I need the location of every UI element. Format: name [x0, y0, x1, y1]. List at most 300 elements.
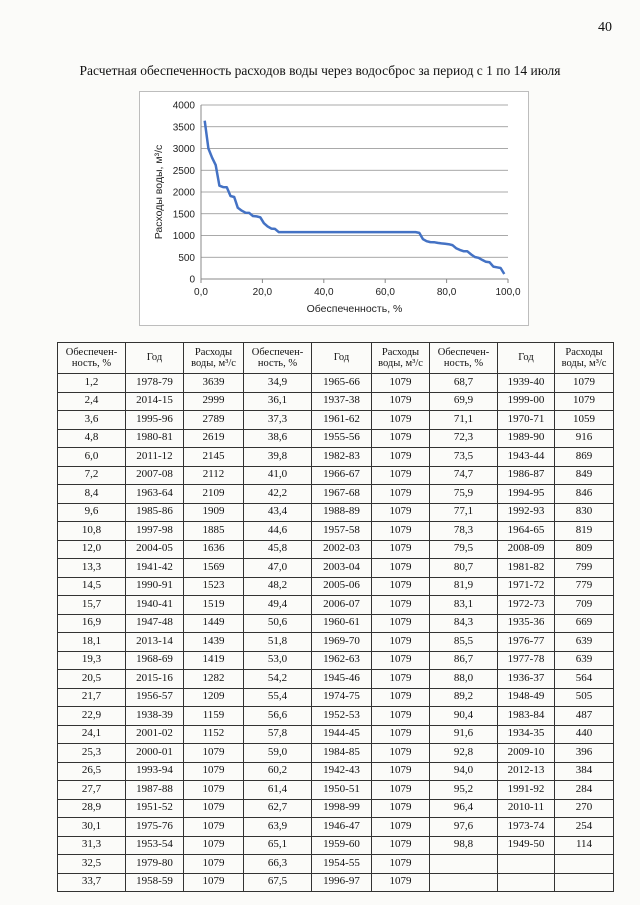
table-cell: 30,1	[58, 818, 126, 837]
table-cell: 1972-73	[498, 596, 555, 615]
y-tick-label: 1000	[172, 231, 195, 242]
table-cell: 1079	[184, 836, 244, 855]
column-header	[184, 343, 244, 374]
table-cell	[430, 873, 498, 892]
table-cell: 1948-49	[498, 688, 555, 707]
table-cell: 3,6	[58, 411, 126, 430]
table-cell: 1935-36	[498, 614, 555, 633]
table-cell: 2003-04	[312, 559, 372, 578]
table-cell: 1953-54	[126, 836, 184, 855]
table-cell: 1977-78	[498, 651, 555, 670]
table-cell: 564	[555, 670, 614, 689]
table-cell: 67,5	[244, 873, 312, 892]
table-cell: 1079	[372, 392, 430, 411]
table-row	[58, 614, 614, 633]
y-tick-label: 500	[178, 252, 195, 264]
table-row	[58, 799, 614, 818]
table-row	[58, 670, 614, 689]
table-body	[58, 374, 614, 892]
table-cell: 97,6	[430, 818, 498, 837]
table-row	[58, 873, 614, 892]
table-cell: 1079	[372, 429, 430, 448]
chart-grid	[201, 105, 508, 257]
table-cell: 14,5	[58, 577, 126, 596]
table-cell: 1955-56	[312, 429, 372, 448]
table-cell: 2008-09	[498, 540, 555, 559]
table-cell: 1937-38	[312, 392, 372, 411]
table-cell: 1995-96	[126, 411, 184, 430]
table-cell: 1942-43	[312, 762, 372, 781]
page-number: 40	[598, 20, 612, 35]
table-cell: 1992-93	[498, 503, 555, 522]
table-cell: 1079	[372, 670, 430, 689]
x-tick-label: 100,0	[495, 287, 521, 298]
table-cell: 2013-14	[126, 633, 184, 652]
table-row	[58, 762, 614, 781]
table-cell: 1079	[184, 762, 244, 781]
table-cell: 75,9	[430, 485, 498, 504]
table-cell: 846	[555, 485, 614, 504]
table-cell: 1,2	[58, 374, 126, 393]
column-header	[58, 343, 126, 374]
table-cell: 1909	[184, 503, 244, 522]
table-cell: 55,4	[244, 688, 312, 707]
table-cell: 66,3	[244, 855, 312, 874]
table-cell: 1569	[184, 559, 244, 578]
table-row	[58, 429, 614, 448]
table-cell: 65,1	[244, 836, 312, 855]
table-cell: 1986-87	[498, 466, 555, 485]
table-cell: 28,9	[58, 799, 126, 818]
table-cell: 1964-65	[498, 522, 555, 541]
table-cell: 1059	[555, 411, 614, 430]
table-cell: 284	[555, 781, 614, 800]
table-row	[58, 818, 614, 837]
x-tick-label: 60,0	[375, 287, 395, 298]
table-cell: 1079	[372, 633, 430, 652]
table-row	[58, 466, 614, 485]
table-cell: 48,2	[244, 577, 312, 596]
table-cell: 1079	[372, 374, 430, 393]
column-header	[430, 343, 498, 374]
table-cell: 1958-59	[126, 873, 184, 892]
column-header	[372, 343, 430, 374]
table-cell: 2999	[184, 392, 244, 411]
table-cell: 1990-91	[126, 577, 184, 596]
table-cell: 84,3	[430, 614, 498, 633]
y-tick-label: 0	[189, 274, 195, 286]
column-header-label: Год	[146, 352, 163, 364]
table-cell: 1994-95	[498, 485, 555, 504]
table-cell: 809	[555, 540, 614, 559]
table-cell: 36,1	[244, 392, 312, 411]
table-cell: 487	[555, 707, 614, 726]
table-row	[58, 448, 614, 467]
table-cell: 1159	[184, 707, 244, 726]
table-cell: 1982-83	[312, 448, 372, 467]
table-cell: 1939-40	[498, 374, 555, 393]
column-header	[555, 343, 614, 374]
table-cell: 1079	[372, 614, 430, 633]
table-row	[58, 688, 614, 707]
x-tick-label: 0,0	[194, 287, 208, 298]
table-cell: 1079	[372, 411, 430, 430]
table-row	[58, 522, 614, 541]
table-row	[58, 651, 614, 670]
table-row	[58, 540, 614, 559]
table-cell: 1969-70	[312, 633, 372, 652]
table-cell: 1975-76	[126, 818, 184, 837]
table-cell: 1971-72	[498, 577, 555, 596]
table-cell: 1962-63	[312, 651, 372, 670]
table-cell: 59,0	[244, 744, 312, 763]
table-cell: 71,1	[430, 411, 498, 430]
table-cell: 1079	[184, 873, 244, 892]
table-cell: 1980-81	[126, 429, 184, 448]
x-tick-label: 20,0	[252, 287, 273, 298]
table-cell: 1079	[372, 540, 430, 559]
table-cell: 1079	[372, 855, 430, 874]
table-cell: 2000-01	[126, 744, 184, 763]
column-header-label: Расходы воды, м³/с	[378, 346, 423, 369]
table-cell: 85,5	[430, 633, 498, 652]
table-cell: 20,5	[58, 670, 126, 689]
table-cell: 1449	[184, 614, 244, 633]
table-cell: 42,2	[244, 485, 312, 504]
column-header-label: Обеспечен- ность, %	[437, 346, 490, 369]
table-row	[58, 392, 614, 411]
table-row	[58, 707, 614, 726]
table-cell: 1978-79	[126, 374, 184, 393]
table-cell: 13,3	[58, 559, 126, 578]
table-cell: 1940-41	[126, 596, 184, 615]
chart	[139, 91, 529, 326]
table-cell: 81,9	[430, 577, 498, 596]
table-row	[58, 411, 614, 430]
table-cell: 1079	[372, 725, 430, 744]
table-cell: 396	[555, 744, 614, 763]
table-cell: 24,1	[58, 725, 126, 744]
table-cell: 1938-39	[126, 707, 184, 726]
table-cell: 49,4	[244, 596, 312, 615]
table-cell	[555, 873, 614, 892]
table-cell: 1885	[184, 522, 244, 541]
table-cell: 94,0	[430, 762, 498, 781]
column-header-label: Год	[518, 352, 534, 364]
table-cell: 1968-69	[126, 651, 184, 670]
table-cell: 32,5	[58, 855, 126, 874]
table-cell: 56,6	[244, 707, 312, 726]
table-cell: 1949-50	[498, 836, 555, 855]
table-cell: 2010-11	[498, 799, 555, 818]
table-cell: 96,4	[430, 799, 498, 818]
table-cell: 79,5	[430, 540, 498, 559]
y-tick-label: 2500	[172, 165, 195, 177]
table-cell: 1079	[372, 577, 430, 596]
table-cell: 1079	[372, 781, 430, 800]
table-cell: 1984-85	[312, 744, 372, 763]
table-cell: 1079	[372, 799, 430, 818]
table-cell: 1419	[184, 651, 244, 670]
table-row	[58, 374, 614, 393]
table-cell: 1999-00	[498, 392, 555, 411]
y-tick-label: 2000	[172, 187, 195, 199]
column-header	[126, 343, 184, 374]
table-cell: 1959-60	[312, 836, 372, 855]
table-cell: 869	[555, 448, 614, 467]
table-cell: 639	[555, 651, 614, 670]
table-cell: 72,3	[430, 429, 498, 448]
table-cell: 916	[555, 429, 614, 448]
column-header-label: Расходы воды, м³/с	[191, 346, 236, 369]
table-cell: 1079	[372, 873, 430, 892]
table-cell: 1934-35	[498, 725, 555, 744]
table-cell: 44,6	[244, 522, 312, 541]
table-cell: 1965-66	[312, 374, 372, 393]
table-cell: 1079	[372, 707, 430, 726]
table-cell: 1976-77	[498, 633, 555, 652]
series-line	[205, 121, 505, 274]
table-cell: 37,3	[244, 411, 312, 430]
column-header	[244, 343, 312, 374]
column-header-label: Расходы воды, м³/с	[561, 346, 607, 369]
table-row	[58, 596, 614, 615]
table-cell: 2014-15	[126, 392, 184, 411]
table-cell: 26,5	[58, 762, 126, 781]
table-cell: 12,0	[58, 540, 126, 559]
table-cell: 2004-05	[126, 540, 184, 559]
table-cell: 92,8	[430, 744, 498, 763]
table-cell: 1079	[372, 836, 430, 855]
table-row	[58, 503, 614, 522]
table-cell: 1993-94	[126, 762, 184, 781]
table-cell: 2002-03	[312, 540, 372, 559]
table-cell: 1956-57	[126, 688, 184, 707]
table-cell: 1979-80	[126, 855, 184, 874]
table-cell: 2001-02	[126, 725, 184, 744]
table-cell: 1079	[372, 651, 430, 670]
table-cell: 709	[555, 596, 614, 615]
table-cell: 1970-71	[498, 411, 555, 430]
table-cell: 16,9	[58, 614, 126, 633]
table-cell: 1079	[372, 485, 430, 504]
table-cell: 1974-75	[312, 688, 372, 707]
table-cell	[498, 855, 555, 874]
table-cell: 18,1	[58, 633, 126, 652]
table-cell: 60,2	[244, 762, 312, 781]
table-cell: 78,3	[430, 522, 498, 541]
table-cell: 57,8	[244, 725, 312, 744]
table-cell: 95,2	[430, 781, 498, 800]
table-cell: 90,4	[430, 707, 498, 726]
table-cell: 34,9	[244, 374, 312, 393]
table-row	[58, 744, 614, 763]
table-cell: 9,6	[58, 503, 126, 522]
table-cell: 1989-90	[498, 429, 555, 448]
table-cell	[498, 873, 555, 892]
table-cell: 849	[555, 466, 614, 485]
table-cell: 1079	[372, 466, 430, 485]
table-cell: 43,4	[244, 503, 312, 522]
table-cell: 384	[555, 762, 614, 781]
table-cell: 2145	[184, 448, 244, 467]
column-header-label: Обеспечен- ность, %	[65, 346, 118, 369]
table-cell: 51,8	[244, 633, 312, 652]
table-cell: 2015-16	[126, 670, 184, 689]
table-cell: 63,9	[244, 818, 312, 837]
table-cell: 1079	[372, 559, 430, 578]
table-cell: 1079	[372, 448, 430, 467]
table-cell: 1079	[184, 744, 244, 763]
table-cell	[430, 855, 498, 874]
table-cell: 1152	[184, 725, 244, 744]
table-cell: 819	[555, 522, 614, 541]
table-cell: 830	[555, 503, 614, 522]
table-cell: 1996-97	[312, 873, 372, 892]
column-header	[312, 343, 372, 374]
table-cell: 1079	[184, 799, 244, 818]
table-cell: 1966-67	[312, 466, 372, 485]
table-cell: 53,0	[244, 651, 312, 670]
table-cell: 2,4	[58, 392, 126, 411]
table-cell: 1519	[184, 596, 244, 615]
table-cell: 83,1	[430, 596, 498, 615]
table-cell: 1079	[372, 762, 430, 781]
table-cell: 779	[555, 577, 614, 596]
table-cell: 254	[555, 818, 614, 837]
table-cell: 1983-84	[498, 707, 555, 726]
table-cell: 2006-07	[312, 596, 372, 615]
table-cell: 2109	[184, 485, 244, 504]
table-cell: 91,6	[430, 725, 498, 744]
table-cell: 1997-98	[126, 522, 184, 541]
table-cell: 1950-51	[312, 781, 372, 800]
table-cell: 38,6	[244, 429, 312, 448]
table-cell: 4,8	[58, 429, 126, 448]
table-cell: 2112	[184, 466, 244, 485]
table-cell: 1946-47	[312, 818, 372, 837]
table-cell: 1941-42	[126, 559, 184, 578]
table-cell: 1079	[184, 855, 244, 874]
table-cell: 1947-48	[126, 614, 184, 633]
table-cell: 21,7	[58, 688, 126, 707]
table-cell: 89,2	[430, 688, 498, 707]
x-tick-label: 40,0	[314, 287, 334, 298]
table-cell: 799	[555, 559, 614, 578]
table-cell: 86,7	[430, 651, 498, 670]
table-cell: 1998-99	[312, 799, 372, 818]
x-axis-title: Обеспеченность, %	[306, 303, 403, 315]
table-cell: 1981-82	[498, 559, 555, 578]
table-cell: 6,0	[58, 448, 126, 467]
table-cell: 22,9	[58, 707, 126, 726]
table-cell: 54,2	[244, 670, 312, 689]
table-cell: 2007-08	[126, 466, 184, 485]
table-cell: 1079	[372, 522, 430, 541]
table-cell: 1952-53	[312, 707, 372, 726]
table-cell: 1944-45	[312, 725, 372, 744]
table-cell: 3639	[184, 374, 244, 393]
table-header-row	[58, 343, 614, 374]
table-cell: 77,1	[430, 503, 498, 522]
table-cell: 27,7	[58, 781, 126, 800]
table-cell: 2009-10	[498, 744, 555, 763]
table-cell: 88,0	[430, 670, 498, 689]
table-row	[58, 577, 614, 596]
table-cell: 1988-89	[312, 503, 372, 522]
table-cell: 505	[555, 688, 614, 707]
table-cell: 98,8	[430, 836, 498, 855]
y-tick-labels	[173, 101, 196, 286]
table-cell: 1967-68	[312, 485, 372, 504]
table-cell: 2012-13	[498, 762, 555, 781]
table-cell: 15,7	[58, 596, 126, 615]
table-cell: 7,2	[58, 466, 126, 485]
table-cell: 80,7	[430, 559, 498, 578]
table-cell: 1951-52	[126, 799, 184, 818]
table-cell: 1523	[184, 577, 244, 596]
table-cell: 639	[555, 633, 614, 652]
table-cell: 1079	[555, 392, 614, 411]
table-cell: 1079	[555, 374, 614, 393]
table-row	[58, 633, 614, 652]
table-cell: 47,0	[244, 559, 312, 578]
data-table	[57, 342, 614, 892]
table-cell: 1079	[372, 596, 430, 615]
document-title: Расчетная обеспеченность расходов воды через водосброс за период с 1 по 14 июля	[79, 63, 561, 78]
table-cell: 31,3	[58, 836, 126, 855]
table-cell: 1079	[184, 781, 244, 800]
table-cell: 10,8	[58, 522, 126, 541]
x-tick-label: 80,0	[436, 287, 457, 298]
table-cell: 1987-88	[126, 781, 184, 800]
table-cell: 8,4	[58, 485, 126, 504]
table-cell: 50,6	[244, 614, 312, 633]
table-cell: 1282	[184, 670, 244, 689]
table-cell: 1957-58	[312, 522, 372, 541]
table-row	[58, 781, 614, 800]
table-cell: 62,7	[244, 799, 312, 818]
table-cell: 270	[555, 799, 614, 818]
table-cell: 1079	[372, 688, 430, 707]
table-cell: 33,7	[58, 873, 126, 892]
table-row	[58, 485, 614, 504]
table-cell: 1079	[372, 818, 430, 837]
table-cell: 69,9	[430, 392, 498, 411]
column-header-label: Обеспечен- ность, %	[251, 346, 304, 369]
y-tick-label: 4000	[172, 100, 195, 112]
table-cell: 1963-64	[126, 485, 184, 504]
table-cell: 1209	[184, 688, 244, 707]
x-tick-labels	[194, 279, 521, 298]
table-row	[58, 559, 614, 578]
table-cell: 1954-55	[312, 855, 372, 874]
table-cell: 1991-92	[498, 781, 555, 800]
table-cell: 1961-62	[312, 411, 372, 430]
table-row	[58, 836, 614, 855]
y-tick-label: 3000	[172, 144, 195, 155]
table-cell: 1985-86	[126, 503, 184, 522]
table-cell: 2005-06	[312, 577, 372, 596]
y-axis-title: Расходы воды, м³/с	[153, 144, 165, 240]
table-cell: 19,3	[58, 651, 126, 670]
table-cell: 41,0	[244, 466, 312, 485]
chart-svg	[140, 92, 528, 325]
table-row	[58, 725, 614, 744]
table-cell: 39,8	[244, 448, 312, 467]
table-cell: 68,7	[430, 374, 498, 393]
table-cell: 1079	[372, 503, 430, 522]
